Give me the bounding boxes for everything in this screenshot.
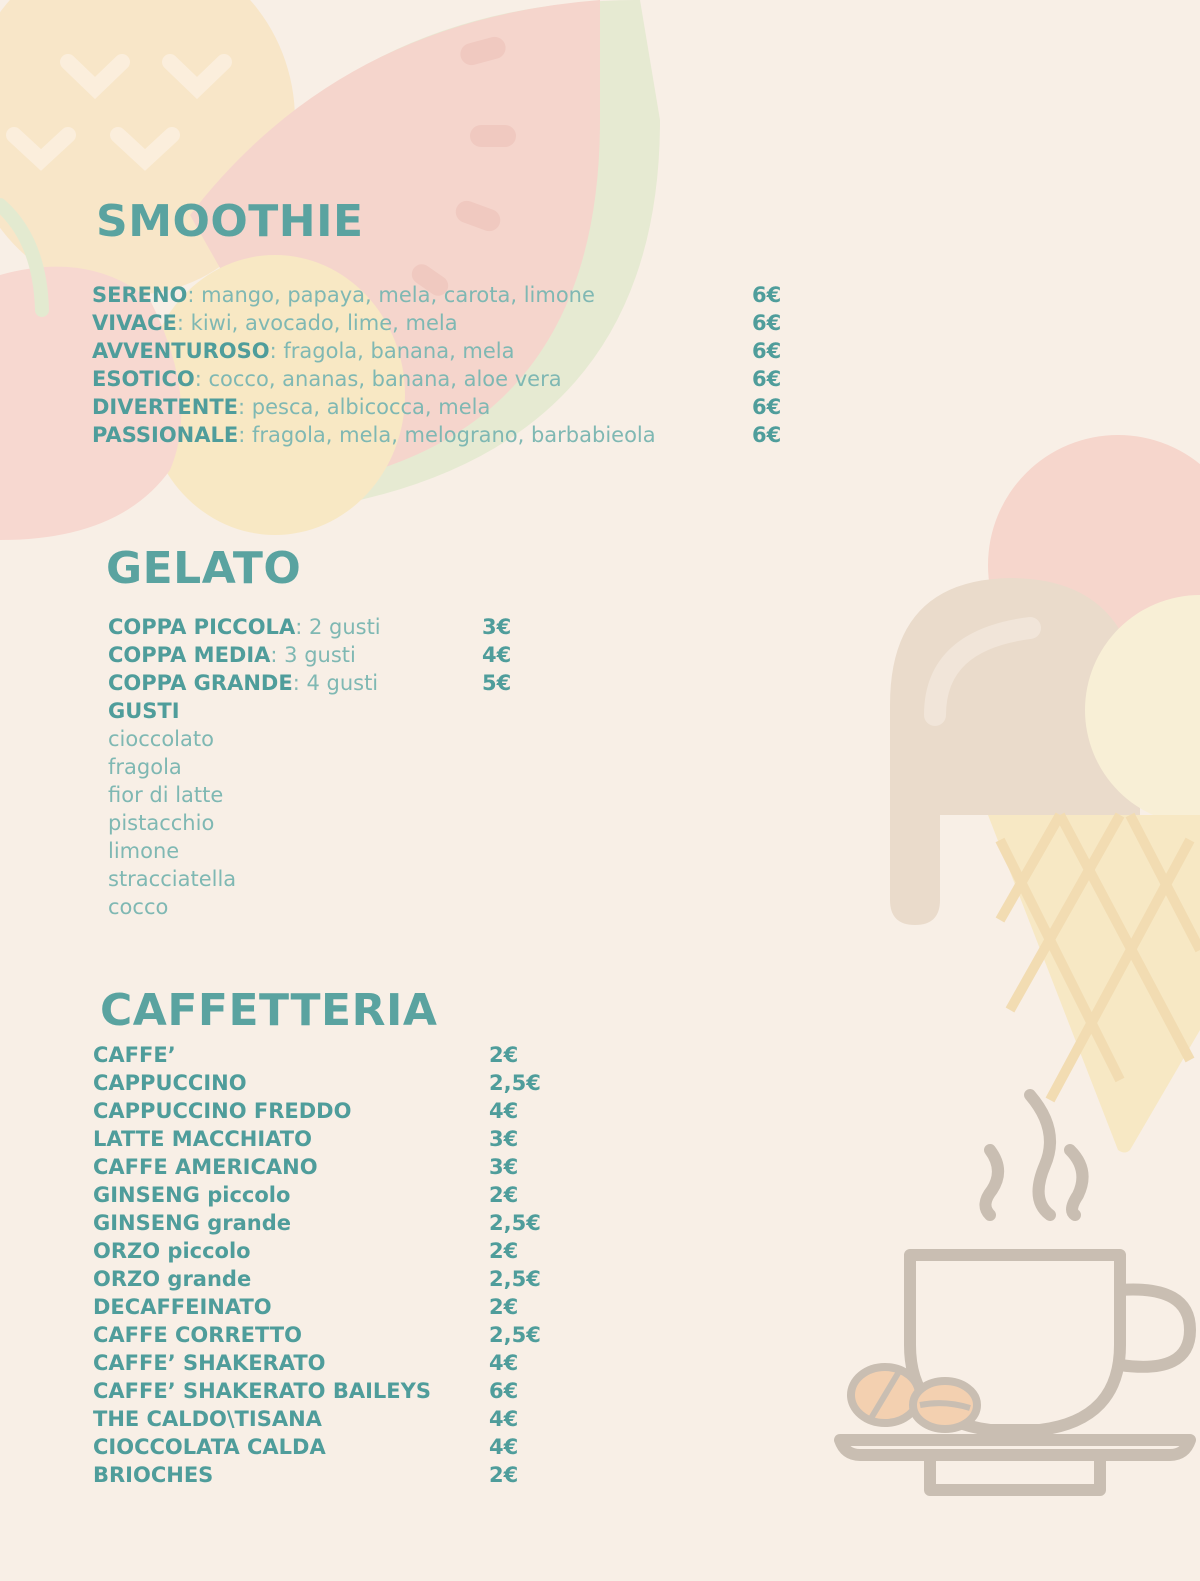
item-price: 6€	[752, 283, 782, 307]
item-price: 2€	[489, 1295, 519, 1319]
menu-item: ORZO grande 2,5€	[93, 1267, 541, 1291]
item-price: 6€	[489, 1379, 519, 1403]
item-price: 5€	[482, 671, 512, 695]
flavor-item: fior di latte	[108, 783, 224, 807]
item-price: 2€	[489, 1183, 519, 1207]
menu-item: GINSENG grande 2,5€	[93, 1211, 541, 1235]
flavors-label: GUSTI	[108, 699, 180, 723]
menu-item: CAFFE’ SHAKERATO BAILEYS 6€	[93, 1379, 519, 1403]
item-price: 4€	[489, 1351, 519, 1375]
item-price: 4€	[482, 643, 512, 667]
menu-item: ORZO piccolo 2€	[93, 1239, 519, 1263]
flavor-item: pistacchio	[108, 811, 215, 835]
flavor-item: fragola	[108, 755, 182, 779]
flavor-item: cioccolato	[108, 727, 214, 751]
flavor-item: limone	[108, 839, 180, 863]
item-price: 3€	[489, 1155, 519, 1179]
item-price: 6€	[752, 339, 782, 363]
item-price: 6€	[752, 311, 782, 335]
item-price: 4€	[489, 1099, 519, 1123]
item-price: 2€	[489, 1463, 519, 1487]
menu-item: SERENO: mango, papaya, mela, carota, limone 6€	[92, 283, 782, 307]
item-price: 3€	[482, 615, 512, 639]
item-price: 3€	[489, 1127, 519, 1151]
menu-item: CAFFE’ 2€	[93, 1043, 519, 1067]
menu-item: AVVENTUROSO: fragola, banana, mela 6€	[92, 339, 782, 363]
menu-item: COPPA MEDIA: 3 gusti 4€	[108, 643, 512, 667]
menu-item: BRIOCHES 2€	[93, 1463, 519, 1487]
menu-item: CAFFE’ SHAKERATO 4€	[93, 1351, 519, 1375]
menu-item: CAFFE AMERICANO 3€	[93, 1155, 519, 1179]
item-price: 6€	[752, 395, 782, 419]
item-price: 2€	[489, 1043, 519, 1067]
menu-item: VIVACE: kiwi, avocado, lime, mela 6€	[92, 311, 782, 335]
item-price: 2,5€	[489, 1323, 541, 1347]
section-title-smoothie: SMOOTHIE	[96, 196, 364, 247]
menu-item: CAPPUCCINO 2,5€	[93, 1071, 541, 1095]
item-price: 4€	[489, 1435, 519, 1459]
menu-item: GINSENG piccolo 2€	[93, 1183, 519, 1207]
item-price: 2,5€	[489, 1071, 541, 1095]
flavor-item: cocco	[108, 895, 169, 919]
section-title-caffetteria: CAFFETTERIA	[100, 985, 438, 1036]
menu-item: COPPA GRANDE: 4 gusti 5€	[108, 671, 512, 695]
item-price: 2,5€	[489, 1211, 541, 1235]
menu-item: CAFFE CORRETTO 2,5€	[93, 1323, 541, 1347]
item-price: 2,5€	[489, 1267, 541, 1291]
menu-item: CAPPUCCINO FREDDO 4€	[93, 1099, 519, 1123]
menu-item: DIVERTENTE: pesca, albicocca, mela 6€	[92, 395, 782, 419]
menu-item: ESOTICO: cocco, ananas, banana, aloe vera 6€	[92, 367, 782, 391]
item-price: 4€	[489, 1407, 519, 1431]
flavor-item: stracciatella	[108, 867, 237, 891]
section-title-gelato: GELATO	[106, 543, 302, 594]
menu-item: THE CALDO\TISANA 4€	[93, 1407, 519, 1431]
item-price: 2€	[489, 1239, 519, 1263]
menu-item: COPPA PICCOLA: 2 gusti 3€	[108, 615, 512, 639]
item-price: 6€	[752, 423, 782, 447]
menu-item: CIOCCOLATA CALDA 4€	[93, 1435, 519, 1459]
item-price: 6€	[752, 367, 782, 391]
menu-item: LATTE MACCHIATO 3€	[93, 1127, 519, 1151]
menu-item: PASSIONALE: fragola, mela, melograno, barbabieola 6€	[92, 423, 782, 447]
menu-item: DECAFFEINATO 2€	[93, 1295, 519, 1319]
